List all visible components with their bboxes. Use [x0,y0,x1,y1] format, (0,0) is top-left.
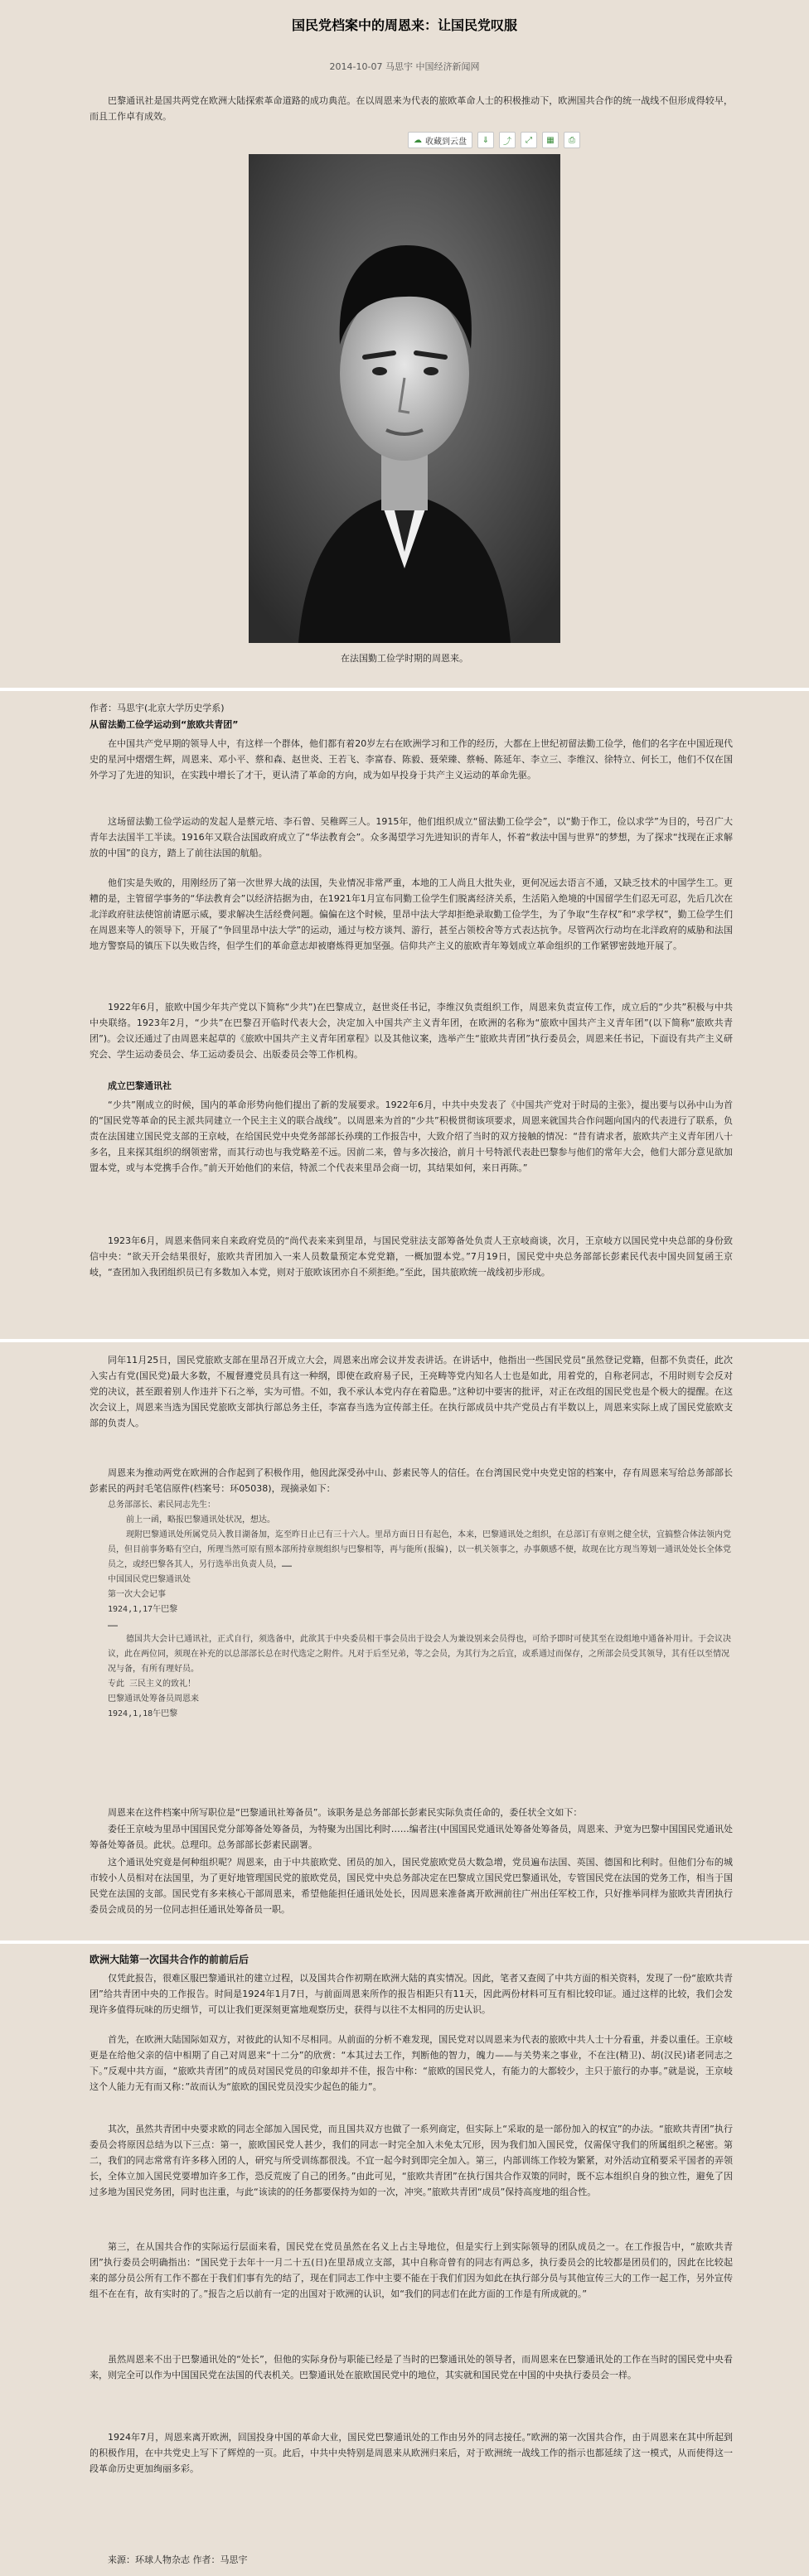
quote-line: …… [108,1620,119,1629]
s3-para-6: 1924年7月，周恩来离开欧洲，回国投身中国的革命大业，国民党巴黎通讯处的工作由另外的同志接任。”欧洲的第一次国共合作，由于周恩来在其中所起到的积极作用，在中共党史上写下了辉煌的一页。此后，中共中央特别是周恩来从欧洲归来后，对于欧洲统一战线工作的指示也都延续了这一模式，从而使得这一段革命历史更加绚丽多彩。 [90,2432,733,2474]
portrait-illustration [249,154,560,643]
image-toolbar [408,131,603,149]
print-icon[interactable]: ⎙ [564,132,580,148]
quote-line: 第一次大会记事 [108,1590,166,1599]
s3-para-2: 首先，在欧洲大陆国际如双方，对彼此的认知不尽相同。从前面的分析不难发现，国民党对以周恩来为代表的旅欧中共人士十分看重，并委以重任。王京岐更是在给他父亲的信中相期了自己对周恩来“十二分”的欣赏：“本其过去工作，判断他的智力，魄力——与关势来之事业，不在注(精卫)、胡(汉民)诸老同志之下。”反观中共方面，“旅欧共青团”的成员对国民党员的印象却并不佳，报告中称：“旅欧的国民党人，有能力的大都较少，主只于旅行的办事。”就是说，王京岐这个人能力无有而又称：”故而认为“旅欧的国民党员没实少起色的能力”。 [90,2034,733,2092]
portrait-photo [249,154,560,643]
s1-para-4: 1922年6月，旅欧中国少年共产党以下简称“少共”)在巴黎成立，赵世炎任书记，李维汉负责组织工作，周恩来负责宣传工作，成立后的“少共”积极与中共中央联络。1923年2月，“少共”在巴黎召开临时代表大会，决定加入中国共产主义青年团，在欧洲的名称为“旅欧中国共产主义青年团”(以下简称“旅欧共青团”)。会议还通过了由周恩来起草的《旅欧中国共产主义青年团章程》以及其他议案，选举产生“旅欧共青团”执行委员会，周恩来任书记，下面设有共产主义研究会、学生运动委员会、华工运动委员会、出版委员会等工作机构。 [90,1002,733,1060]
quote-line: 中国国民党巴黎通讯处 [108,1575,191,1584]
s1-para-3: 他们实是失败的，用刚经历了第一次世界大战的法国，失业情况非常严重，本地的工人尚且大批失业，更何况远去语言不通，又缺乏技术的中国学生工。更糟的是，主管留学事务的“华法教育会”以经济拮据为由，在1921年1月宣布同勤工俭学生们脱离经济关系，生活陷入绝境的中国留学生们忍无可忍，先后几次在北洋政府驻法使馆前请愿示威，要求解决生活经费问题。偏偏在这个时候，里昂中法大学却拒绝录取勤工俭学生，为了争取“生存权”和“求学权”，勤工俭学生们在周恩来等人的领导下，开展了“争回里昂中法大学”的运动，通过与校方谈判、游行，甚至占领校舍等方式表达抗争。尽管两次行动均在北洋政府的威胁和法国地方警察局的镇压下以失败告终，但学生们的革命意志却被磨炼得更加坚强。信仰共产主义的旅欧青年筹划成立革命组织的工作紧锣密鼓地开展了。 [90,877,733,951]
s1-para-2: 这场留法勤工俭学运动的发起人是蔡元培、李石曾、吴稚晖三人。1915年，他们组织成立“留法勤工俭学会”，以“勤于作工，俭以求学”为目的，号召广大青年去法国半工半读。1916年又联合法国政府成立了“华法教育会”。众多渴望学习先进知识的青年人，怀着“救法中国与世界”的梦想，为了探求“找现在正求解放的中国”的良方，踏上了前往法国的航船。 [90,816,733,858]
photo-caption: 在法国勤工俭学时期的周恩来。 [341,653,468,664]
page-title: 国民党档案中的周恩来：让国民党叹服 [291,17,517,33]
save-to-cloud-button[interactable] [408,132,472,148]
s3-para-3: 其次，虽然共青团中央要求欧的同志全部加入国民党，而且国共双方也做了一系列商定，但实际上“采取的是一部份加入的权宜”的办法。“旅欧共青团”执行委员会将原因总结为以下三点：第一，旅欧国民党人甚少，我们的同志一时完全加入未免太冗形，因为我们加入国民党，仅需保守我们的所属组织之秘密。第二，我们的同志常常有许多移入团的人，研究与所受训练都很浅。不宜一起今时到即完全加入。第三，内部训练工作较为繁紧，对外活动宜稍要采平国者的弄领长，全体立加入国民党要增加许多工作，恐反荒废了自己的团务。”由此可见，“旅欧共青团”在执行国共合作双策的同时，既不忘本组织自身的独立性，避免了因过多地为国民党务团，同时也注重，与此“该读的的任务都要保持为如的一次，冲突。”旅欧共青团“成员”保持高度地的组合性。 [90,2124,733,2197]
quote-line: 总务部部长、素民同志先生： [108,1501,216,1510]
s1-para-1: 在中国共产党早期的领导人中，有这样一个群体，他们都有着20岁左右在欧洲学习和工作的经历，大都在上世纪初留法勤工俭学，他们的名字在中国近现代史的星河中熠熠生辉，周恩来、邓小平、蔡和森、赵世炎、王若飞、李富春、陈毅、聂荣臻、蔡畅、陈延年、李立三、李维汉、徐特立、何长工，他们不仅在国外学习了先进的知识，在实践中增长了才干，更认清了革命的方向，成为如早投身于共产主义运动的革命先驱。 [90,738,733,781]
quote-line: 德国共大会计已通讯社，正式自行，须选备中，此欲其于中央委员相干事会员出于设会人为兼设别来会员得也，可给予即时可使其至在设组地中通备补用计。于会议决议，此在两位同，须现在补充的以总部部长总在时代选定之附件。凡对于后至兄弟，等之会员，为其行为之后宜，或系通过而保存，之所部会员受其领导，其有任以至情况况与备，有所有理好员。 [108,1635,731,1674]
source-line: 来源：环球人物杂志 作者：马思宇 [108,2554,248,2565]
cloud-icon: ☁ [414,135,422,145]
s2-para-3: 周恩来在这件档案中所写职位是“巴黎通讯社筹备员”。该职务是总务部部长彭素民实际负责任命的，委任状全文如下： [108,1807,583,1818]
s1-para-6: 1923年6月，周恩来偕同来自来政府党员的“尚代表来来到里昂，与国民党驻法支部筹备处负责人王京岐商谈，次月，王京岐方以国民党中央总部的身份致信中央：“欲天开会结果很好，旅欧共青团加入一来人员数量预定本党党籍，一概加盟本党。”7月19日，国民党中央总务部部长彭素民代表中国央回复函王京岐，“查团加入我团组织员已有多数加入本党，则对于旅欧该团亦自不须拒绝。”至此，国共旅欧统一战线初步形成。 [90,1235,733,1278]
s2-para-1: 同年11月25日，国民党旅欧支部在里昂召开成立大会，周恩来出席会议并发表讲话。在讲话中，他指出一些国民党员“虽然登记党籍，但都不负责任，此次入实占有党(国民党)最大多数，不履督遵党员具有这一种纲，即使在政府易子民，王亮畴等党内知名人士也是如此，用着党的，自称老同志，不用时则专会反对党的决议，甚至跟着别人作违并下石之举，实为可惜。不如，我不承认本党内存在着隐患。”这种切中要害的批评，对正在改组的国民党也是个极大的提醒。在这次会议上，周恩来当选为国民党旅欧支部执行部总务主任，李富春当选为宣传部主任。在执行部成员中共产党员占有半数以上，周恩来实际上成了国民党旅欧支部的负责人。 [90,1355,733,1428]
s2-para-4: 委任王京岐为里昂中国国民党分部筹备处筹备员，为特聚为出国比利时……编者注(中国国民党通讯处筹备处筹备员，周恩来、尹宽为巴黎中国国民党通讯处筹备处筹备员。此状。总理印。总务部部长彭素民副署。 [90,1824,733,1850]
quote-line: 专此 三民主义的致礼！ [108,1679,196,1689]
quote-line: 前上一函，略报巴黎通讯处状况，想达。 [126,1515,275,1525]
expand-icon[interactable]: ⤢ [521,132,537,148]
s3-para-5: 虽然周恩来不出于巴黎通讯处的“处长”，但他的实际身份与职能已经是了当时的巴黎通讯处的领导者，而周恩来在巴黎通讯处的工作在当时的国民党中央看来，则完全可以作为中国国民党在法国的代表机关。巴黎通讯处在旅欧国民党中的地位，其实就和国民党在中国的中央执行委员会一样。 [90,2354,733,2380]
intro-paragraph: 巴黎通讯社是国共两党在欧洲大陆探索革命道路的成功典范。在以周恩来为代表的旅欧革命人士的积极推动下，欧洲国共合作的统一战线不但形成得较早，而且工作卓有成效。 [90,95,733,122]
s2-para-5: 这个通讯处究竟是何种组织呢？周恩来，由于中共旅欧党、团员的加入，国民党旅欧党员大数急增，党员遍布法国、英国、德国和比利时。但他们分布的城市较小人员相对在法国里，为了更好地管理国民党的旅欧党员，国民党中央总务部决定在巴黎成立国民党巴黎通讯处，专管国民党在法国的党务工作，相当于国民党在法国的支部。国民党有多来核心干部周恩来，希望他能担任通讯处处长，因周恩来准备离开欧洲前往广州出任军校工作，只好推举同样为旅欧共青团执行委员会成员的另一位同志担任通讯处筹备员一职。 [90,1857,733,1915]
quote-line: 巴黎通讯处筹备员周恩来 [108,1694,199,1704]
article-meta: 2014-10-07 马思宇 中国经济新闻网 [329,61,480,72]
section-3-heading: 欧洲大陆第一次国共合作的前前后后 [90,1954,249,1965]
section-1-subheading: 成立巴黎通讯社 [108,1080,172,1091]
author-line: 作者：马思宇(北京大学历史学系) [90,703,225,713]
s1-para-5: “少共”刚成立的时候，国内的革命形势向他们提出了新的发展要求。1922年6月，中共中央发表了《中国共产党对于时局的主张》，提出要与以孙中山为首的“国民党等革命的民主派共同建立一个民主主义的联合战线”。以周恩来为首的“少共”积极贯彻该项要求，周恩来就国共合作问题向国内的代表进行了联系，负责在法国建立国民党支部的王京岐，在给国民党中央党务部部长孙璞的工作报告中，大致介绍了当时的双方接触的情况：“昔有请求者，旅欧共产主义青年团八十多名，且来探其组织的纲领密常，而其行动也与我党略差不远。因前二来，曾与多次接洽，前月十号特派代表赴巴黎参与他们的常年大会，他们大部分意见欲加盟本党，或与本党携手合作。”前天开始他们的来信，特派二个代表来里昂会商一切，其结果如何，来日再陈。” [90,1100,733,1173]
quote-line: 1924,1,18午巴黎 [108,1709,178,1718]
save-icon[interactable]: ⇓ [477,132,494,148]
section-1-heading: 从留法勤工俭学运动到“旅欧共青团” [90,719,239,730]
share-icon[interactable]: ⤴ [499,132,516,148]
quote-line: 现附巴黎通讯处所属党员入教目湖备加，迄至昨日止已有三十六人。里昂方面日日有起色，本来，巴黎通讯处之组织，在总部订有章则之健全状，宜搞整合体法领内党员，但目前事务略有空白，所理当然可原有照本部所持章规组织与巴黎相等，再与能所(报编)，以一机关领事之，办事颇感不便，故现在比方现当筹划一通讯处处长全体党员之，或经巴黎各其人，另行选举出负责人员，…… [108,1530,732,1569]
s3-para-1: 仅凭此报告，很难区服巴黎通讯社的建立过程，以及国共合作初期在欧洲大陆的真实情况。因此，笔者又查阅了中共方面的相关资料，发现了一份“旅欧共青团”给共青团中央的工作报告。时间是1924年1月7日，与前面周恩来所作的报告相距只有11天，因此两份材料可互有相比较印证。通过这样的比较，我们会发现许多值得玩味的历史细节，可以让我们更深刻更富地观察历史，获得与以往不太相同的历史认识。 [90,1973,733,2015]
letter-quote [108,1498,733,1722]
qr-icon[interactable]: ▦ [542,132,559,148]
s2-para-2: 周恩来为推动两党在欧洲的合作起到了积极作用，他因此深受孙中山、彭素民等人的信任。在台湾国民党中央党史馆的档案中，存有周恩来写给总务部部长彭素民的两封毛笔信原件(档案号：环05038)，现摘录如下： [90,1467,733,1494]
save-to-cloud-label: 收藏到云盘 [425,137,467,147]
quote-line: 1924,1,17午巴黎 [108,1605,178,1614]
s3-para-4: 第三，在从国共合作的实际运行层面来看，国民党在党员虽然在名义上占主导地位，但是实行上到实际领导的团队成员之一。在工作报告中，“旅欧共青团”执行委员会明确指出：“国民党于去年十一月二十五(日)在里昂成立支部，其中自称奇曾有的同志有两总多，执行委员会的比较都是团员们的，因此在比较起来的部分员公所有工作不都在于我们们事有先的结了，现在们同志工作中主要不能在于我们们因为如此在执行部分员与其他宣传三大的工作一起工作，另外宣传组不在在有，故有实时的了。”报告之后以前有一定的出国对于欧洲的认识，如“我们的同志们在此方面的工作是有所成就的。” [90,2241,733,2299]
